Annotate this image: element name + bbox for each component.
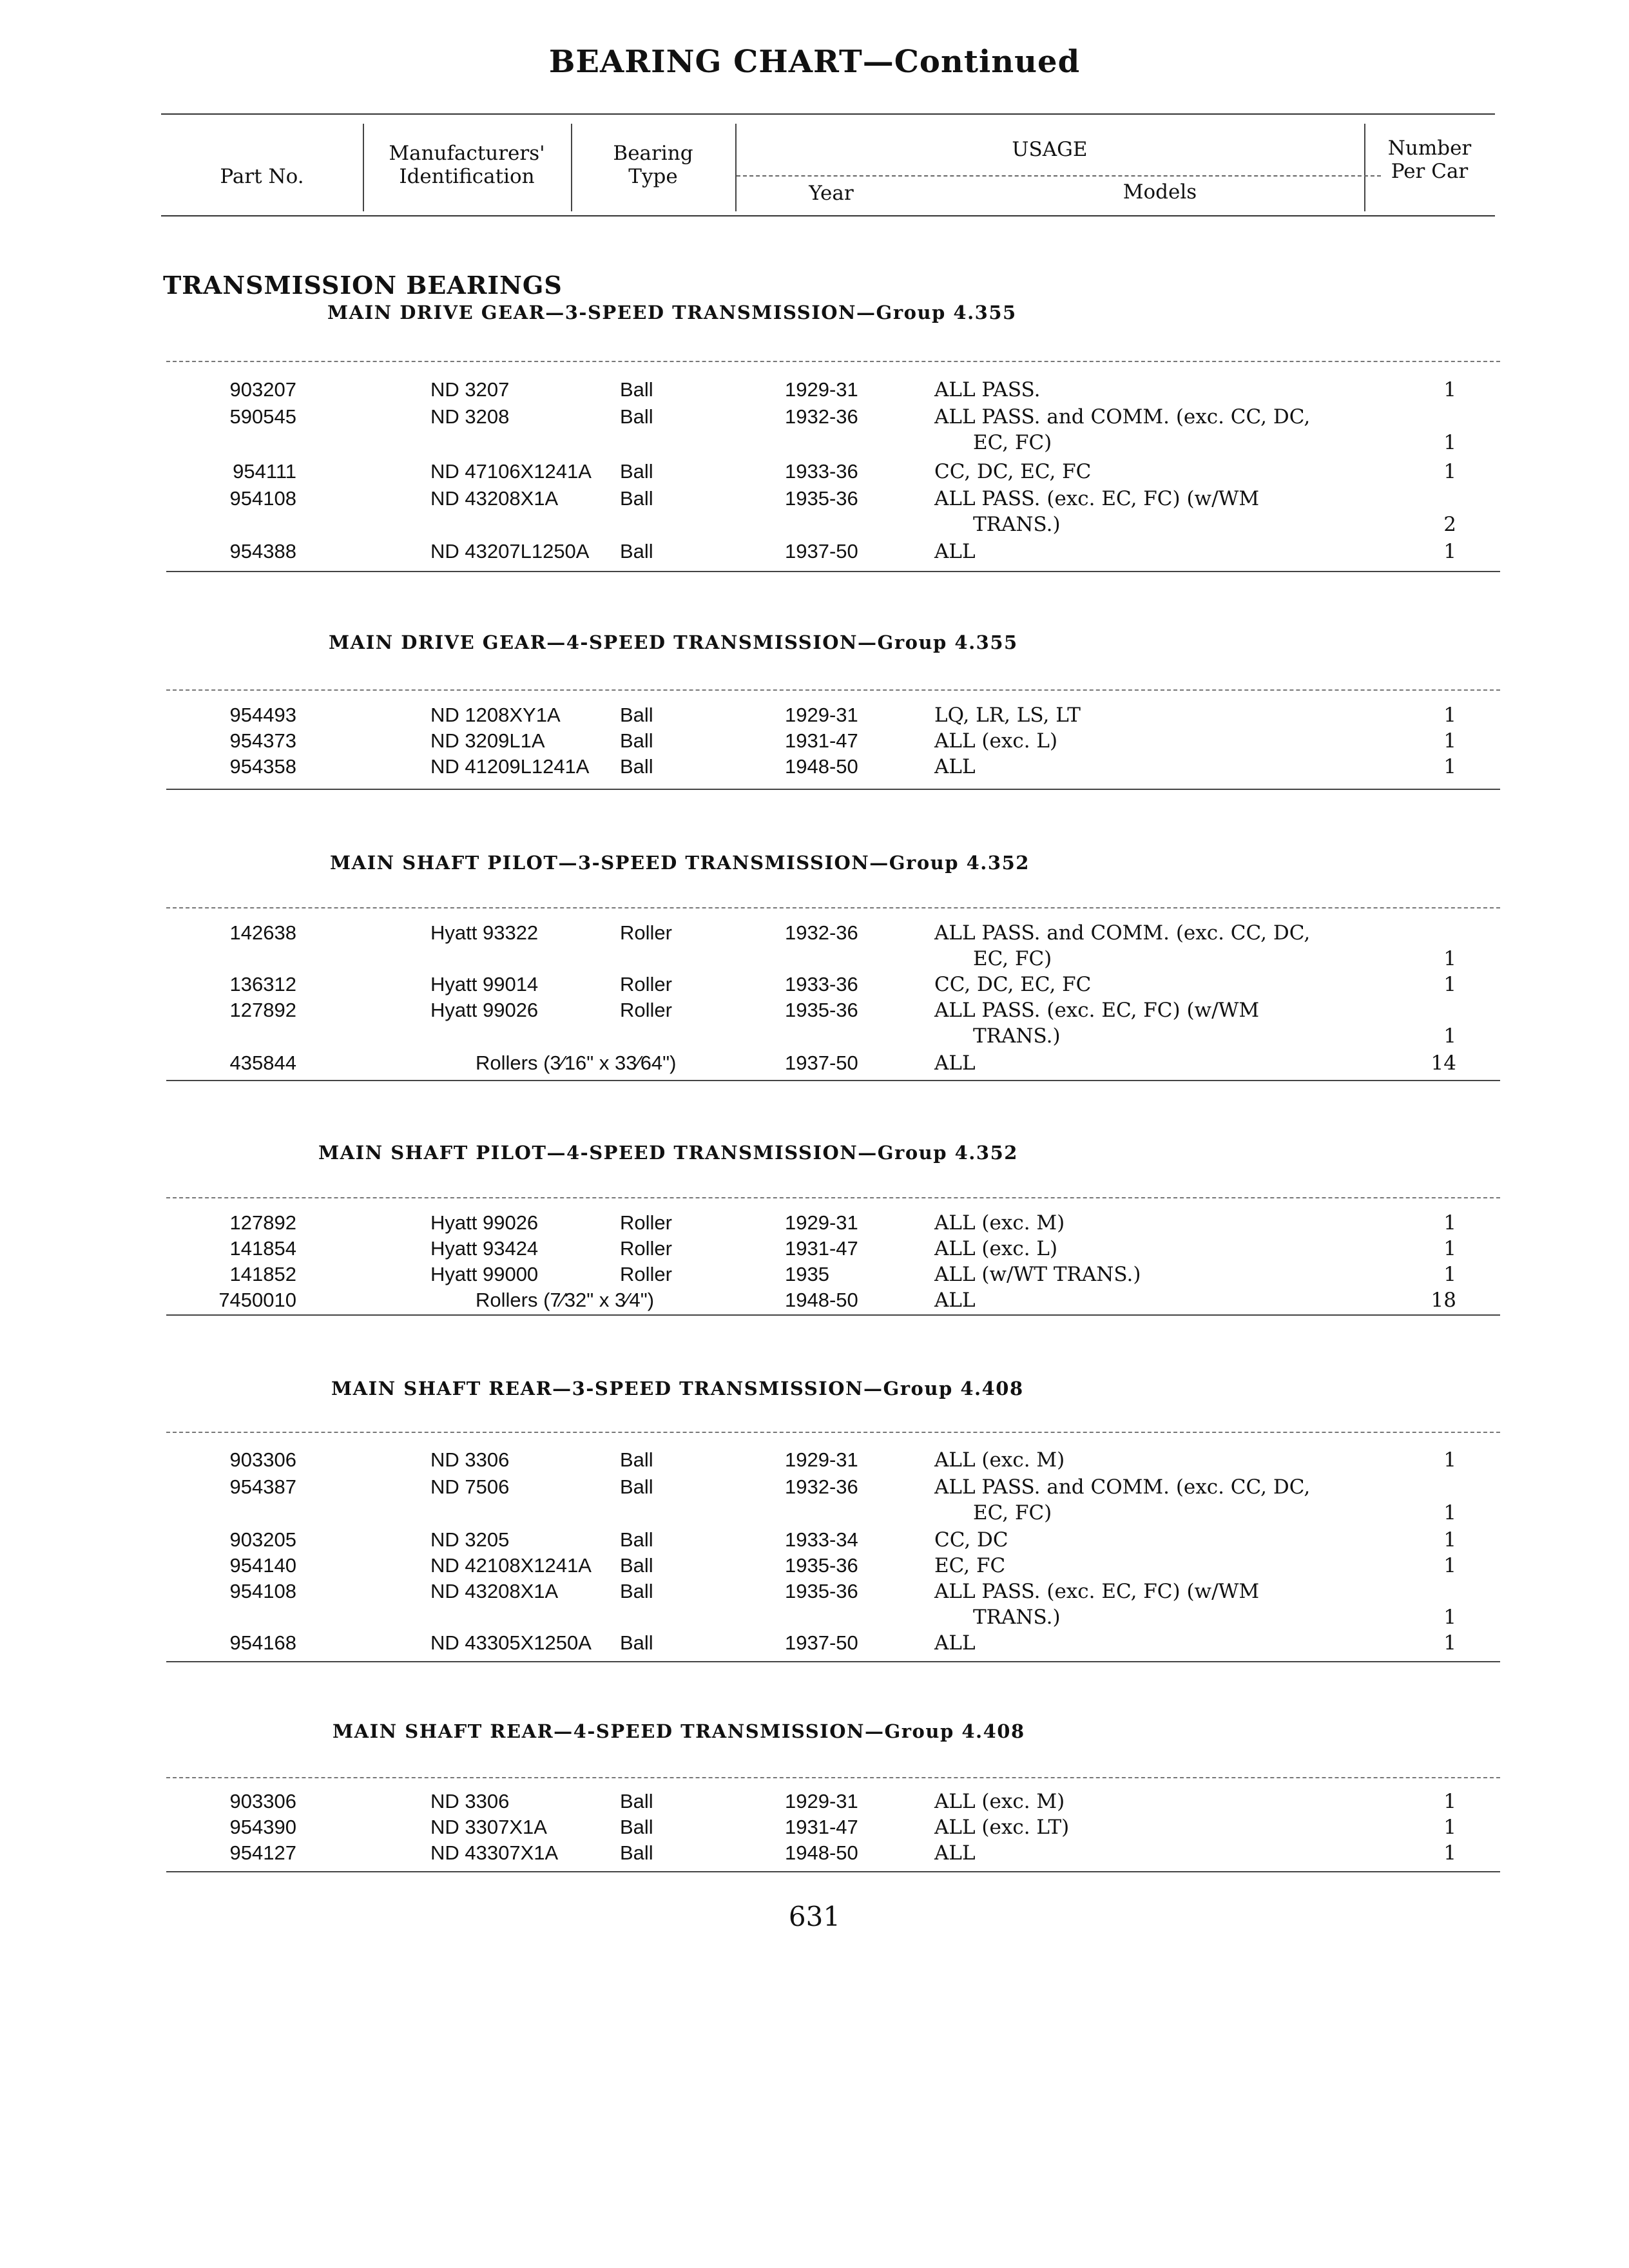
usage-models: ALL PASS. and COMM. (exc. CC, DC, — [934, 405, 1311, 428]
usage-year: 1929-31 — [785, 1211, 858, 1234]
bearing-type: Ball — [620, 1816, 653, 1838]
header-models: Models — [1123, 180, 1197, 204]
usage-divider — [737, 175, 1381, 177]
manufacturer-id: Hyatt 99026 — [430, 1211, 539, 1234]
manufacturer-id: Hyatt 99014 — [430, 973, 539, 995]
usage-models: ALL PASS. (exc. EC, FC) (w/WM — [934, 1580, 1260, 1603]
number-per-car: 18 — [1431, 1289, 1456, 1312]
usage-models: ALL — [934, 1841, 976, 1865]
page-number: 631 — [788, 1901, 841, 1932]
part-number: 903306 — [229, 1790, 296, 1812]
column-header — [161, 113, 1495, 216]
number-per-car: 14 — [1431, 1052, 1456, 1075]
manufacturer-id: ND 47106X1241A — [430, 460, 592, 483]
manufacturer-id: Hyatt 93424 — [430, 1237, 539, 1260]
bearing-type: Ball — [620, 1631, 653, 1654]
usage-models: ALL (exc. LT) — [934, 1816, 1070, 1839]
usage-year: 1932-36 — [785, 1475, 858, 1498]
group-top-rule — [166, 907, 1500, 908]
number-per-car: 1 — [1443, 1790, 1456, 1813]
group-title: MAIN SHAFT PILOT—3-SPEED TRANSMISSION—Group 4.352 — [330, 852, 1030, 874]
usage-year: 1929-31 — [785, 1448, 858, 1471]
part-number: 954387 — [229, 1475, 296, 1498]
manufacturer-id: ND 7506 — [430, 1475, 510, 1498]
usage-models: ALL — [934, 540, 976, 563]
bearing-type: Roller — [620, 999, 672, 1021]
number-per-car: 1 — [1443, 1554, 1456, 1577]
bearing-type: Roller — [620, 921, 672, 944]
number-per-car: 1 — [1443, 431, 1456, 454]
usage-year: 1929-31 — [785, 704, 858, 726]
bearing-type: Ball — [620, 755, 653, 778]
number-per-car: 1 — [1443, 1816, 1456, 1839]
header-number-line2: Per Car — [1391, 160, 1469, 183]
part-number: 435844 — [229, 1052, 296, 1074]
number-per-car: 1 — [1443, 1237, 1456, 1260]
header-manufacturers-id — [363, 142, 571, 188]
bearing-type: Roller — [620, 973, 672, 995]
usage-year: 1948-50 — [785, 1289, 858, 1311]
part-number: 141852 — [229, 1263, 296, 1285]
group-bottom-rule — [166, 1661, 1500, 1662]
part-number: 903306 — [229, 1448, 296, 1471]
bearing-type: Ball — [620, 704, 653, 726]
number-per-car: 1 — [1443, 1528, 1456, 1552]
bearing-type: Ball — [620, 1528, 653, 1551]
manufacturer-id: ND 43207L1250A — [430, 540, 590, 562]
usage-models: TRANS.) — [973, 1606, 1061, 1629]
number-per-car: 1 — [1443, 1448, 1456, 1472]
usage-models: TRANS.) — [973, 513, 1061, 536]
usage-year: 1935-36 — [785, 1580, 858, 1602]
bearing-type: Ball — [620, 378, 653, 401]
number-per-car: 1 — [1443, 1841, 1456, 1865]
usage-year: 1929-31 — [785, 1790, 858, 1812]
header-manufacturers-id-line1: Manufacturers' — [389, 142, 545, 165]
group-bottom-rule — [166, 1080, 1500, 1081]
part-number: 954108 — [229, 487, 296, 510]
usage-year: 1937-50 — [785, 540, 858, 562]
part-number: 954111 — [233, 460, 296, 483]
part-number: 136312 — [229, 973, 296, 995]
bearing-type: Ball — [620, 405, 653, 428]
usage-models: CC, DC, EC, FC — [934, 973, 1092, 996]
part-number: 954388 — [229, 540, 296, 562]
usage-models: ALL — [934, 755, 976, 778]
manufacturer-id: Rollers (7⁄32" x 3⁄4") — [476, 1289, 655, 1311]
usage-models: ALL (w/WT TRANS.) — [934, 1263, 1141, 1286]
number-per-car: 1 — [1443, 1263, 1456, 1286]
page-title: BEARING CHART—Continued — [548, 44, 1081, 80]
header-bearing-type-line2: Type — [628, 165, 678, 188]
header-manufacturers-id-line2: Identification — [399, 165, 535, 188]
usage-models: ALL PASS. and COMM. (exc. CC, DC, — [934, 1475, 1311, 1499]
number-per-car: 1 — [1443, 973, 1456, 996]
group-title: MAIN SHAFT REAR—4-SPEED TRANSMISSION—Group 4.408 — [333, 1720, 1025, 1742]
usage-year: 1933-36 — [785, 460, 858, 483]
usage-year: 1935 — [785, 1263, 829, 1285]
usage-year: 1937-50 — [785, 1052, 858, 1074]
manufacturer-id: Hyatt 99026 — [430, 999, 539, 1021]
part-number: 141854 — [229, 1237, 296, 1260]
usage-year: 1937-50 — [785, 1631, 858, 1654]
usage-year: 1933-34 — [785, 1528, 858, 1551]
group-bottom-rule — [166, 1314, 1500, 1316]
header-bearing-type-line1: Bearing — [613, 142, 693, 165]
manufacturer-id: ND 3307X1A — [430, 1816, 547, 1838]
usage-year: 1933-36 — [785, 973, 858, 995]
section-title: TRANSMISSION BEARINGS — [163, 271, 563, 300]
part-number: 903205 — [229, 1528, 296, 1551]
usage-models: EC, FC — [934, 1554, 1006, 1577]
usage-year: 1935-36 — [785, 999, 858, 1021]
usage-year: 1931-47 — [785, 729, 858, 752]
usage-year: 1931-47 — [785, 1816, 858, 1838]
manufacturer-id: ND 3306 — [430, 1448, 510, 1471]
number-per-car: 1 — [1443, 1211, 1456, 1235]
part-number: 590545 — [229, 405, 296, 428]
part-number: 127892 — [229, 1211, 296, 1234]
usage-models: EC, FC) — [973, 431, 1052, 454]
number-per-car: 1 — [1443, 1631, 1456, 1655]
number-per-car: 1 — [1443, 460, 1456, 483]
manufacturer-id: ND 3205 — [430, 1528, 510, 1551]
group-title: MAIN DRIVE GEAR—3-SPEED TRANSMISSION—Group 4.355 — [327, 302, 1017, 323]
manufacturer-id: ND 3306 — [430, 1790, 510, 1812]
group-title: MAIN SHAFT PILOT—4-SPEED TRANSMISSION—Group 4.352 — [318, 1142, 1018, 1164]
usage-models: ALL — [934, 1631, 976, 1655]
header-number-per-car — [1364, 137, 1495, 183]
number-per-car: 1 — [1443, 755, 1456, 778]
number-per-car: 2 — [1443, 513, 1456, 536]
usage-models: EC, FC) — [973, 1501, 1052, 1524]
manufacturer-id: ND 43307X1A — [430, 1841, 559, 1864]
usage-models: ALL PASS. (exc. EC, FC) (w/WM — [934, 487, 1260, 510]
part-number: 954108 — [229, 1580, 296, 1602]
number-per-car: 1 — [1443, 1606, 1456, 1629]
bearing-type: Roller — [620, 1237, 672, 1260]
manufacturer-id: ND 43305X1250A — [430, 1631, 592, 1654]
usage-models: ALL (exc. L) — [934, 729, 1058, 753]
usage-models: ALL (exc. L) — [934, 1237, 1058, 1260]
part-number: 954127 — [229, 1841, 296, 1864]
bearing-type: Ball — [620, 729, 653, 752]
usage-models: LQ, LR, LS, LT — [934, 704, 1081, 727]
usage-year: 1935-36 — [785, 1554, 858, 1577]
usage-models: ALL — [934, 1052, 976, 1075]
number-per-car: 1 — [1443, 947, 1456, 970]
group-title: MAIN SHAFT REAR—3-SPEED TRANSMISSION—Group 4.408 — [331, 1378, 1024, 1399]
group-top-rule — [166, 1432, 1500, 1433]
part-number: 954373 — [229, 729, 296, 752]
header-year: Year — [809, 182, 854, 205]
manufacturer-id: ND 3209L1A — [430, 729, 545, 752]
bearing-type: Ball — [620, 1554, 653, 1577]
group-bottom-rule — [166, 789, 1500, 790]
number-per-car: 1 — [1443, 540, 1456, 563]
usage-models: ALL PASS. and COMM. (exc. CC, DC, — [934, 921, 1311, 945]
header-number-line1: Number — [1387, 137, 1472, 160]
manufacturer-id: ND 3207 — [430, 378, 510, 401]
usage-year: 1932-36 — [785, 921, 858, 944]
manufacturer-id: Hyatt 99000 — [430, 1263, 539, 1285]
header-part-no: Part No. — [220, 165, 304, 188]
group-top-rule — [166, 361, 1500, 362]
bearing-type: Ball — [620, 487, 653, 510]
group-top-rule — [166, 1197, 1500, 1198]
bearing-type: Ball — [620, 1790, 653, 1812]
usage-models: ALL (exc. M) — [934, 1790, 1065, 1813]
usage-models: ALL (exc. M) — [934, 1448, 1065, 1472]
usage-year: 1929-31 — [785, 378, 858, 401]
group-bottom-rule — [166, 571, 1500, 572]
part-number: 954140 — [229, 1554, 296, 1577]
usage-year: 1932-36 — [785, 405, 858, 428]
usage-year: 1948-50 — [785, 1841, 858, 1864]
bearing-type: Roller — [620, 1211, 672, 1234]
bearing-type: Roller — [620, 1263, 672, 1285]
header-bearing-type — [571, 142, 735, 188]
number-per-car: 1 — [1443, 729, 1456, 753]
part-number: 954168 — [229, 1631, 296, 1654]
manufacturer-id: ND 43208X1A — [430, 1580, 559, 1602]
group-top-rule — [166, 1777, 1500, 1778]
number-per-car: 1 — [1443, 1501, 1456, 1524]
usage-models: ALL — [934, 1289, 976, 1312]
part-number: 903207 — [229, 378, 296, 401]
manufacturer-id: ND 43208X1A — [430, 487, 559, 510]
number-per-car: 1 — [1443, 1024, 1456, 1048]
usage-year: 1948-50 — [785, 755, 858, 778]
part-number: 142638 — [229, 921, 296, 944]
part-number: 954358 — [229, 755, 296, 778]
bearing-type: Ball — [620, 1580, 653, 1602]
group-top-rule — [166, 689, 1500, 691]
usage-models: ALL (exc. M) — [934, 1211, 1065, 1235]
bearing-type: Ball — [620, 1475, 653, 1498]
usage-models: EC, FC) — [973, 947, 1052, 970]
bearing-type: Ball — [620, 460, 653, 483]
manufacturer-id: ND 42108X1241A — [430, 1554, 592, 1577]
column-divider — [735, 124, 737, 211]
manufacturer-id: Rollers (3⁄16" x 33⁄64") — [476, 1052, 677, 1074]
usage-year: 1931-47 — [785, 1237, 858, 1260]
part-number: 954493 — [229, 704, 296, 726]
manufacturer-id: ND 41209L1241A — [430, 755, 590, 778]
manufacturer-id: ND 3208 — [430, 405, 510, 428]
bearing-type: Ball — [620, 540, 653, 562]
group-bottom-rule — [166, 1871, 1500, 1872]
header-usage: USAGE — [1012, 138, 1088, 161]
manufacturer-id: Hyatt 93322 — [430, 921, 539, 944]
usage-year: 1935-36 — [785, 487, 858, 510]
part-number: 7450010 — [218, 1289, 296, 1311]
number-per-car: 1 — [1443, 704, 1456, 727]
group-title: MAIN DRIVE GEAR—4-SPEED TRANSMISSION—Group 4.355 — [329, 631, 1018, 653]
usage-models: CC, DC — [934, 1528, 1008, 1552]
part-number: 127892 — [229, 999, 296, 1021]
number-per-car: 1 — [1443, 378, 1456, 401]
usage-models: ALL PASS. — [934, 378, 1041, 401]
bearing-type: Ball — [620, 1448, 653, 1471]
usage-models: TRANS.) — [973, 1024, 1061, 1048]
usage-models: CC, DC, EC, FC — [934, 460, 1092, 483]
usage-models: ALL PASS. (exc. EC, FC) (w/WM — [934, 999, 1260, 1022]
manufacturer-id: ND 1208XY1A — [430, 704, 561, 726]
part-number: 954390 — [229, 1816, 296, 1838]
bearing-type: Ball — [620, 1841, 653, 1864]
